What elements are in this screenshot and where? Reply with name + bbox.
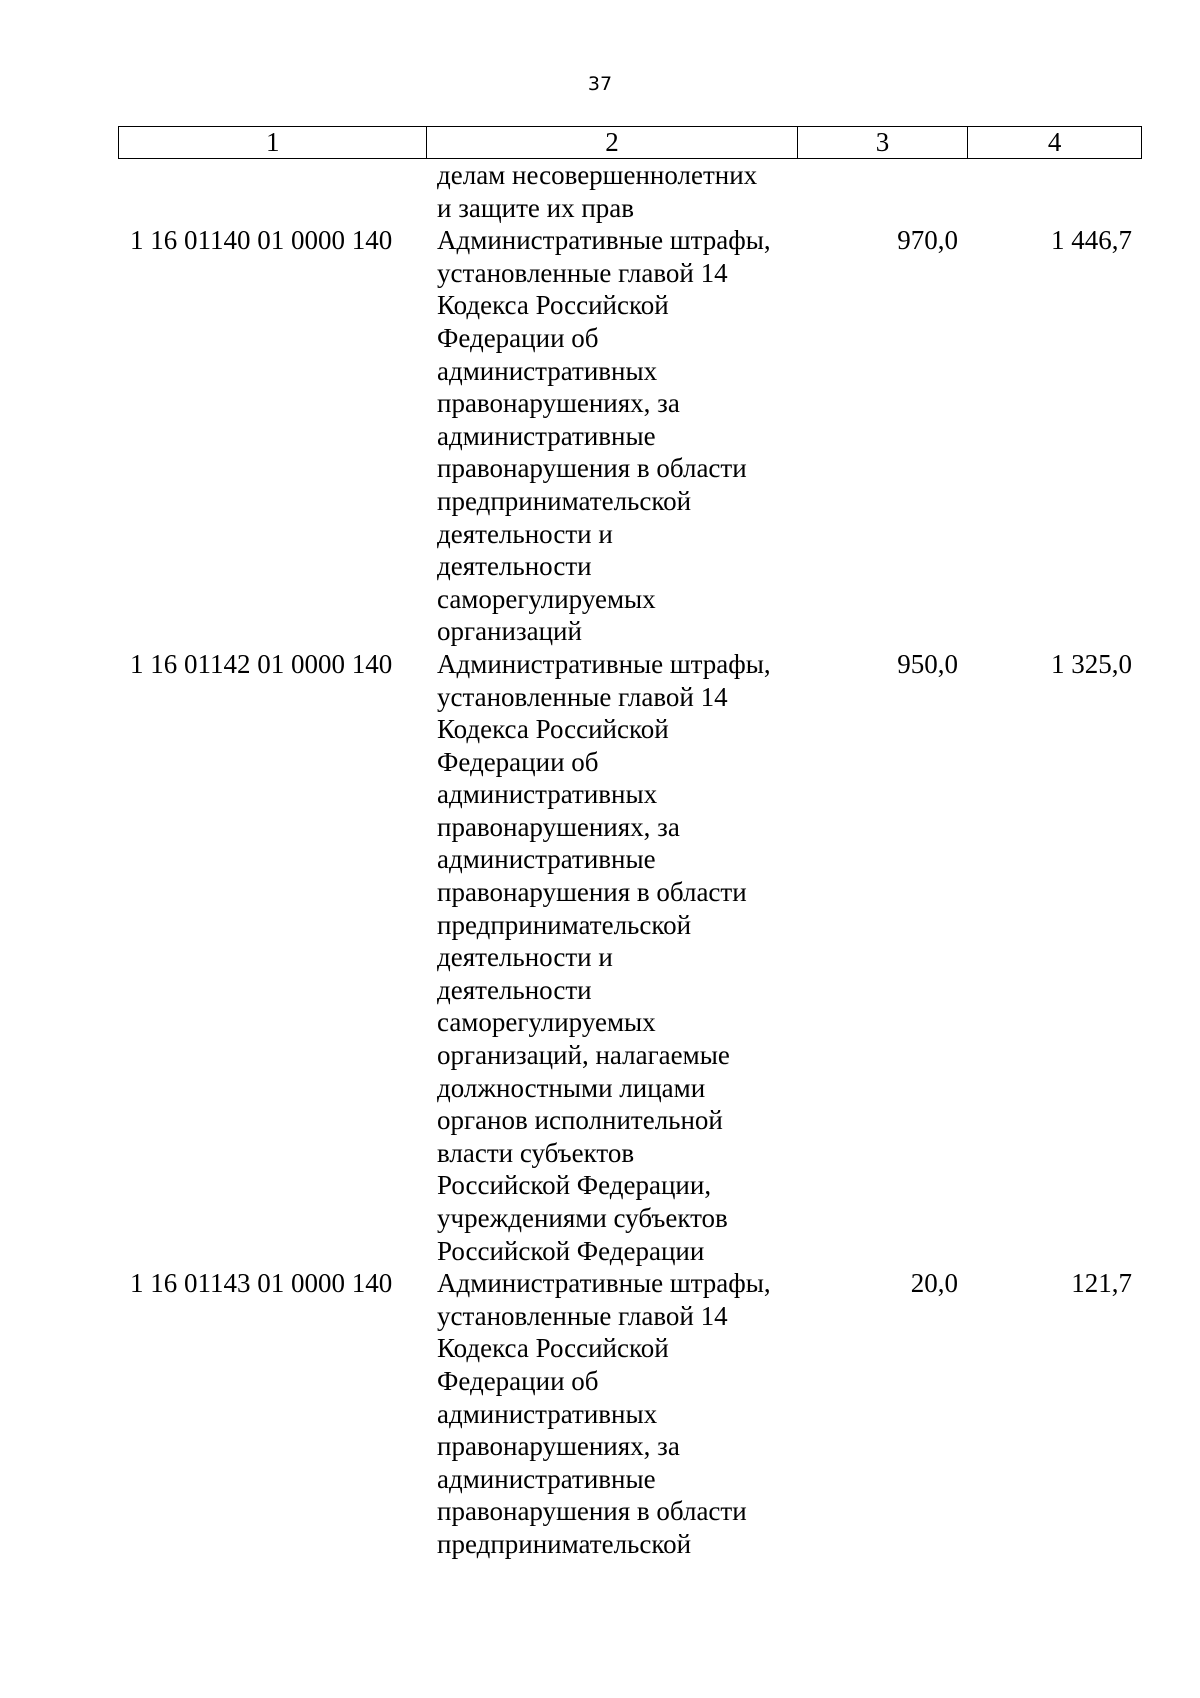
description-line: Кодекса Российской [437, 1333, 669, 1364]
description-cell [426, 159, 797, 224]
description-line: деятельности [437, 974, 592, 1005]
description-line: правонарушениях, за [437, 1431, 680, 1462]
description-line: административные [437, 420, 656, 451]
description-cell [426, 224, 797, 648]
description-line: административных [437, 1398, 658, 1429]
description-line: правонарушения в области [437, 1496, 747, 1527]
table-row [118, 1267, 1142, 1560]
description-line: власти субъектов [437, 1137, 635, 1168]
header-cell-4: 4 [967, 127, 1141, 158]
amount-col3-cell: 20,0 [910, 1268, 958, 1299]
description-line: органов исполнительной [437, 1105, 723, 1136]
description-line: установленные главой 14 [437, 681, 728, 712]
description-line: делам несовершеннолетних [437, 160, 758, 190]
budget-table [118, 126, 1142, 1561]
description-line: Кодекса Российской [437, 714, 669, 745]
description-line: установленные главой 14 [437, 257, 728, 288]
description-line: административных [437, 355, 658, 386]
description-line: должностными лицами [437, 1072, 706, 1103]
table-header-row [118, 126, 1142, 159]
table-row [118, 648, 1142, 1267]
description-line: Федерации об [437, 322, 599, 353]
amount-col3-cell: 950,0 [897, 648, 958, 679]
amount-col4-cell [968, 159, 1142, 224]
amount-col4-cell: 1 446,7 [1051, 225, 1132, 256]
amount-col4-cell: 1 325,0 [1051, 648, 1132, 679]
description-line: Административные штрафы, [437, 1268, 771, 1299]
description-line: правонарушения в области [437, 453, 747, 484]
description-line: предпринимательской [437, 909, 692, 940]
amount-col3-cell: 970,0 [897, 225, 958, 256]
description-line: организаций [437, 616, 582, 647]
description-line: деятельности и [437, 942, 613, 973]
header-cell-3: 3 [797, 127, 968, 158]
description-line: установленные главой 14 [437, 1300, 728, 1331]
description-cell [426, 1267, 797, 1560]
description-line: деятельности и [437, 518, 613, 549]
description-line: и защите их прав [437, 192, 635, 223]
description-line: предпринимательской [437, 485, 692, 516]
description-line: Российской Федерации, [437, 1170, 712, 1201]
description-line: Федерации об [437, 1365, 599, 1396]
description-line: учреждениями субъектов [437, 1203, 728, 1233]
description-line: саморегулируемых [437, 583, 656, 614]
description-line: административных [437, 779, 658, 810]
description-line: правонарушениях, за [437, 811, 680, 842]
description-line: Кодекса Российской [437, 290, 669, 321]
page-number: 37 [587, 73, 613, 95]
description-line: административные [437, 844, 656, 875]
revenue-code-cell: 1 16 01142 01 0000 140 [130, 648, 393, 679]
table-body [118, 159, 1142, 1561]
description-line: Федерации об [437, 746, 599, 777]
table-row [118, 224, 1142, 648]
description-line: предпринимательской [437, 1528, 692, 1559]
amount-col3-cell [797, 159, 968, 224]
description-line: административные [437, 1463, 656, 1494]
description-line: Административные штрафы, [437, 225, 771, 256]
header-cell-1: 1 [265, 127, 280, 157]
revenue-code-cell [118, 159, 426, 224]
table-row [118, 159, 1142, 224]
description-line: правонарушениях, за [437, 388, 680, 419]
description-line: деятельности [437, 551, 592, 582]
revenue-code-cell: 1 16 01140 01 0000 140 [130, 225, 393, 256]
amount-col4-cell: 121,7 [1071, 1268, 1132, 1299]
revenue-code-cell: 1 16 01143 01 0000 140 [130, 1268, 393, 1299]
description-line: саморегулируемых [437, 1007, 656, 1038]
description-line: правонарушения в области [437, 877, 747, 908]
description-cell [426, 648, 797, 1267]
description-line: Российской Федерации [437, 1235, 705, 1266]
description-line: Административные штрафы, [437, 648, 771, 679]
description-line: организаций, налагаемые [437, 1040, 730, 1071]
header-cell-2: 2 [426, 127, 796, 158]
